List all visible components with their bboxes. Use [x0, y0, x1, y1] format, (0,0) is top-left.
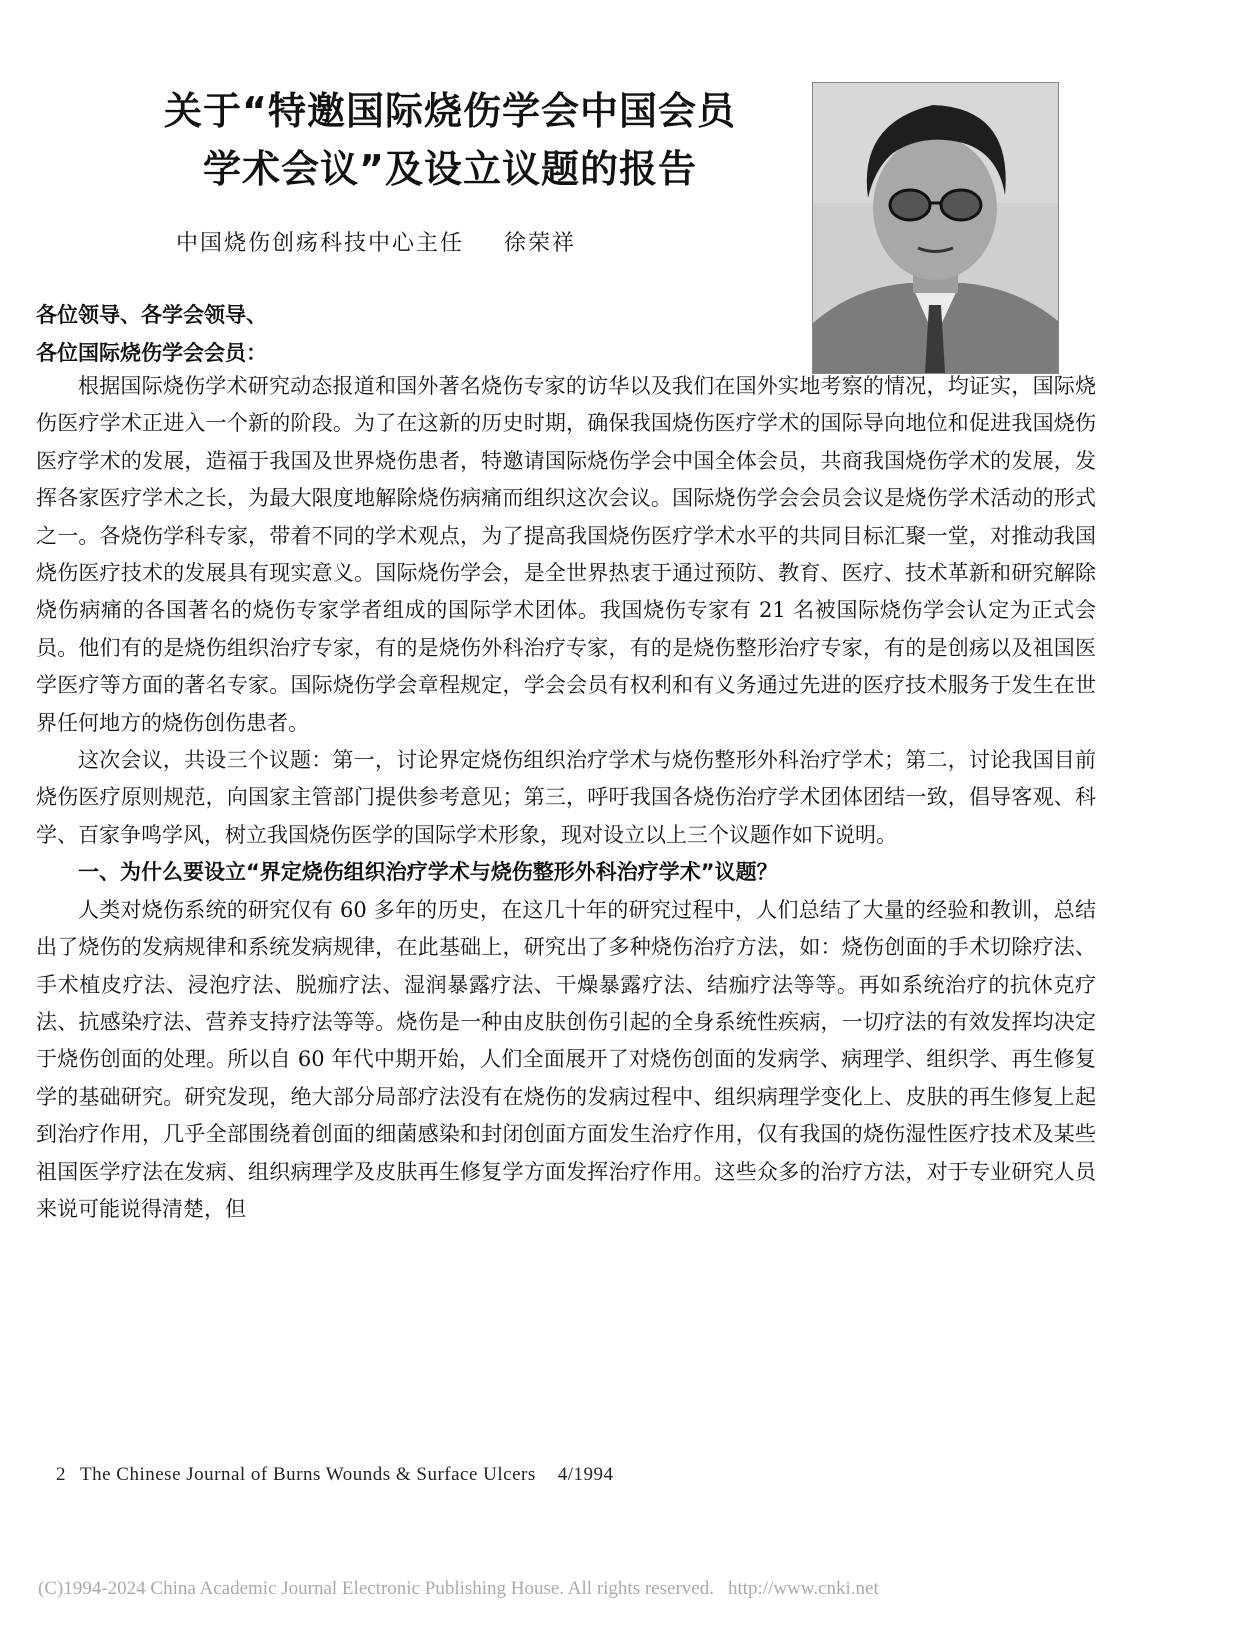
author-affiliation: 中国烧伤创疡科技中心主任: [176, 231, 465, 256]
page-number: 2: [56, 1464, 66, 1485]
page-footer: [56, 1464, 614, 1486]
section-paragraph: 人类对烧伤系统的研究仅有 60 多年的历史，在这几十年的研究过程中，人们总结了大量的经验和教训，总结出了烧伤的发病规律和系统发病规律，在此基础上，研究出了多种烧伤治疗方法，如：烧伤创面的手术切除疗法、手术植皮疗法、浸泡疗法、脱痂疗法、湿润暴露疗法、干燥暴露疗法、结痂疗法等等。再如系统治疗的抗休克疗法、抗感染疗法、营养支持疗法等等。烧伤是一种由皮肤创伤引起的全身系统性疾病，一切疗法的有效发挥均决定于烧伤创面的处理。所以自 60 年代中期开始，人们全面展开了对烧伤创面的发病学、病理学、组织学、再生修复学的基础研究。研究发现，绝大部分局部疗法没有在烧伤的发病过程中、组织病理学变化上、皮肤的再生修复上起到治疗作用，几乎全部围绕着创面的细菌感染和封闭创面方面发生治疗作用，仅有我国的烧伤湿性医疗技术及某些祖国医学疗法在发病、组织病理学及皮肤再生修复学方面发挥治疗作用。这些众多的治疗方法，对于专业研究人员来说可能说得清楚，但: [36, 897, 1096, 1221]
issue-number: 4/1994: [557, 1464, 614, 1485]
author-byline: [176, 226, 576, 257]
copyright-notice: [38, 1578, 879, 1600]
copyright-text: (C)1994-2024 China Academic Journal Electronic Publishing House. All rights reserved.: [38, 1578, 714, 1599]
author-photo: [812, 82, 1059, 374]
section-heading: 一、为什么要设立“界定烧伤组织治疗学术与烧伤整形外科治疗学术”议题？: [78, 860, 778, 885]
author-portrait-image: [813, 83, 1058, 373]
title-line-1: 关于“特邀国际烧伤学会中国会员: [164, 89, 736, 133]
journal-name: The Chinese Journal of Burns Wounds & Surface Ulcers: [80, 1464, 536, 1485]
body-paragraph-1: 根据国际烧伤学术研究动态报道和国外著名烧伤专家的访华以及我们在国外实地考察的情况，均证实，国际烧伤医疗学术正进入一个新的阶段。为了在这新的历史时期，确保我国烧伤医疗学术的国际导向地位和促进我国烧伤医疗学术的发展，造福于我国及世界烧伤患者，特邀请国际烧伤学会中国全体会员，共商我国烧伤学术的发展，发挥各家医疗学术之长，为最大限度地解除烧伤病痛而组织这次会议。国际烧伤学会会员会议是烧伤学术活动的形式之一。各烧伤学科专家，带着不同的学术观点，为了提高我国烧伤医疗学术水平的共同目标汇聚一堂，对推动我国烧伤医疗技术的发展具有现实意义。国际烧伤学会，是全世界热衷于通过预防、教育、医疗、技术革新和研究解除烧伤病痛的各国著名的烧伤专家学者组成的国际学术团体。我国烧伤专家有 21 名被国际烧伤学会认定为正式会员。他们有的是烧伤组织治疗专家，有的是烧伤外科治疗专家，有的是烧伤整形治疗专家，有的是创疡以及祖国医学医疗等方面的著名专家。国际烧伤学会章程规定，学会会员有权利和有义务通过先进的医疗技术服务于发生在世界任何地方的烧伤创伤患者。: [36, 374, 1096, 735]
author-name: 徐荣祥: [504, 231, 577, 256]
salutation-line-1: 各位领导、各学会领导、: [36, 303, 267, 327]
title-line-2: 学术会议”及设立议题的报告: [203, 147, 697, 191]
salutation: [36, 296, 267, 372]
body-paragraph-2: 这次会议，共设三个议题：第一，讨论界定烧伤组织治疗学术与烧伤整形外科治疗学术；第二，讨论我国目前烧伤医疗原则规范，向国家主管部门提供参考意见；第三，呼吁我国各烧伤治疗学术团体团结一致，倡导客观、科学、百家争鸣学风，树立我国烧伤医学的国际学术形象，现对设立以上三个议题作如下说明。: [36, 748, 1096, 847]
salutation-line-2: 各位国际烧伤学会会员：: [36, 341, 267, 365]
copyright-url: http://www.cnki.net: [727, 1578, 879, 1599]
article-title: [90, 82, 810, 198]
article-body: [36, 368, 1096, 1228]
